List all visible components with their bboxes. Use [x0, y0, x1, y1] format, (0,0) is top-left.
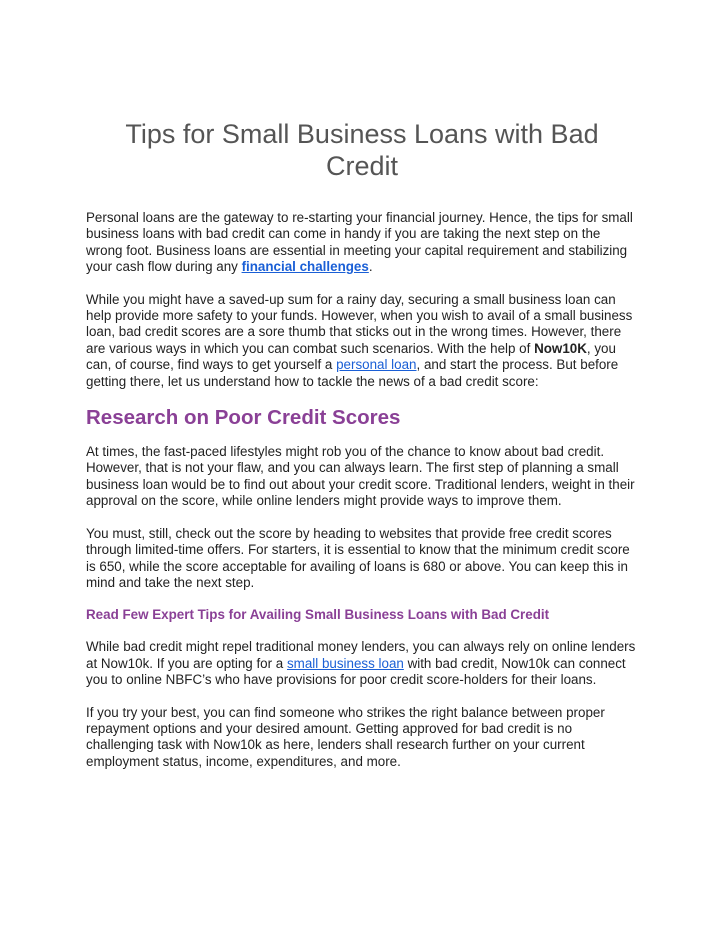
second-text: While you might have a saved-up sum for a rainy day, securing a small business loan can help provide more safety to your funds. However, when you wish to avail of a small business loan, bad credit scores are a sore thumb that sticks out in the wrong times. However, there are various ways in which you can combat such scenarios. With the help of	[86, 291, 633, 356]
intro-paragraph	[86, 210, 638, 276]
expert-tips-heading: Read Few Expert Tips for Availing Small Business Loans with Bad Credit	[86, 607, 550, 623]
research-paragraph-2: You must, still, check out the score by heading to websites that provide free credit scores through limited-time offers. For starters, it is essential to know that the minimum credit score is 650, while the score acceptable for availing of loans is 680 or above. You can keep this in mind and take the next step.	[86, 525, 630, 590]
second-text-end: , and start the process. But before getting there, let us understand how to tackle the news of a bad credit score:	[86, 357, 619, 389]
brand-name: Now10K	[534, 340, 587, 356]
expert-text: While bad credit might repel traditional money lenders, you can always rely on online lenders at Now10k. If you are opting for a	[86, 639, 636, 671]
page-title: Tips for Small Business Loans with Bad Credit	[125, 119, 599, 181]
intro-text-end: .	[368, 259, 373, 275]
small-business-loan-link[interactable]: small business loan	[286, 655, 404, 671]
research-paragraph-1: At times, the fast-paced lifestyles might rob you of the chance to know about bad credit. However, that is not your flaw, and you can always learn. The first step of planning a small business loan would be to find out about your credit score. Traditional lenders, weight in their approval on the score, while online lenders might provide ways to improve them.	[86, 444, 635, 509]
research-heading: Research on Poor Credit Scores	[86, 406, 401, 430]
financial-challenges-link[interactable]: financial challenges	[241, 259, 369, 275]
expert-paragraph-2: If you try your best, you can find someone who strikes the right balance between proper repayment options and your desired amount. Getting approved for bad credit is no challenging task with Now10k as here, lenders shall research further on your current employment status, income, expenditures, and more.	[86, 704, 605, 769]
second-text-middle: , you can, of course, find ways to get yourself a	[86, 340, 616, 373]
personal-loan-link[interactable]: personal loan	[336, 357, 417, 373]
intro-text: Personal loans are the gateway to re-starting your financial journey. Hence, the tips for small business loans with bad credit can come in handy if you are taking the next step on the wrong foot. Business loans are essential in meeting your capital requirement and stabilizing your cash flow during any	[86, 210, 633, 275]
document-page	[86, 118, 638, 786]
expert-paragraph-1	[86, 639, 638, 688]
expert-text-end: with bad credit, Now10k can connect you to online NBFC’s who have provisions for poor credit score-holders for their loans.	[86, 655, 626, 688]
second-paragraph	[86, 292, 638, 390]
